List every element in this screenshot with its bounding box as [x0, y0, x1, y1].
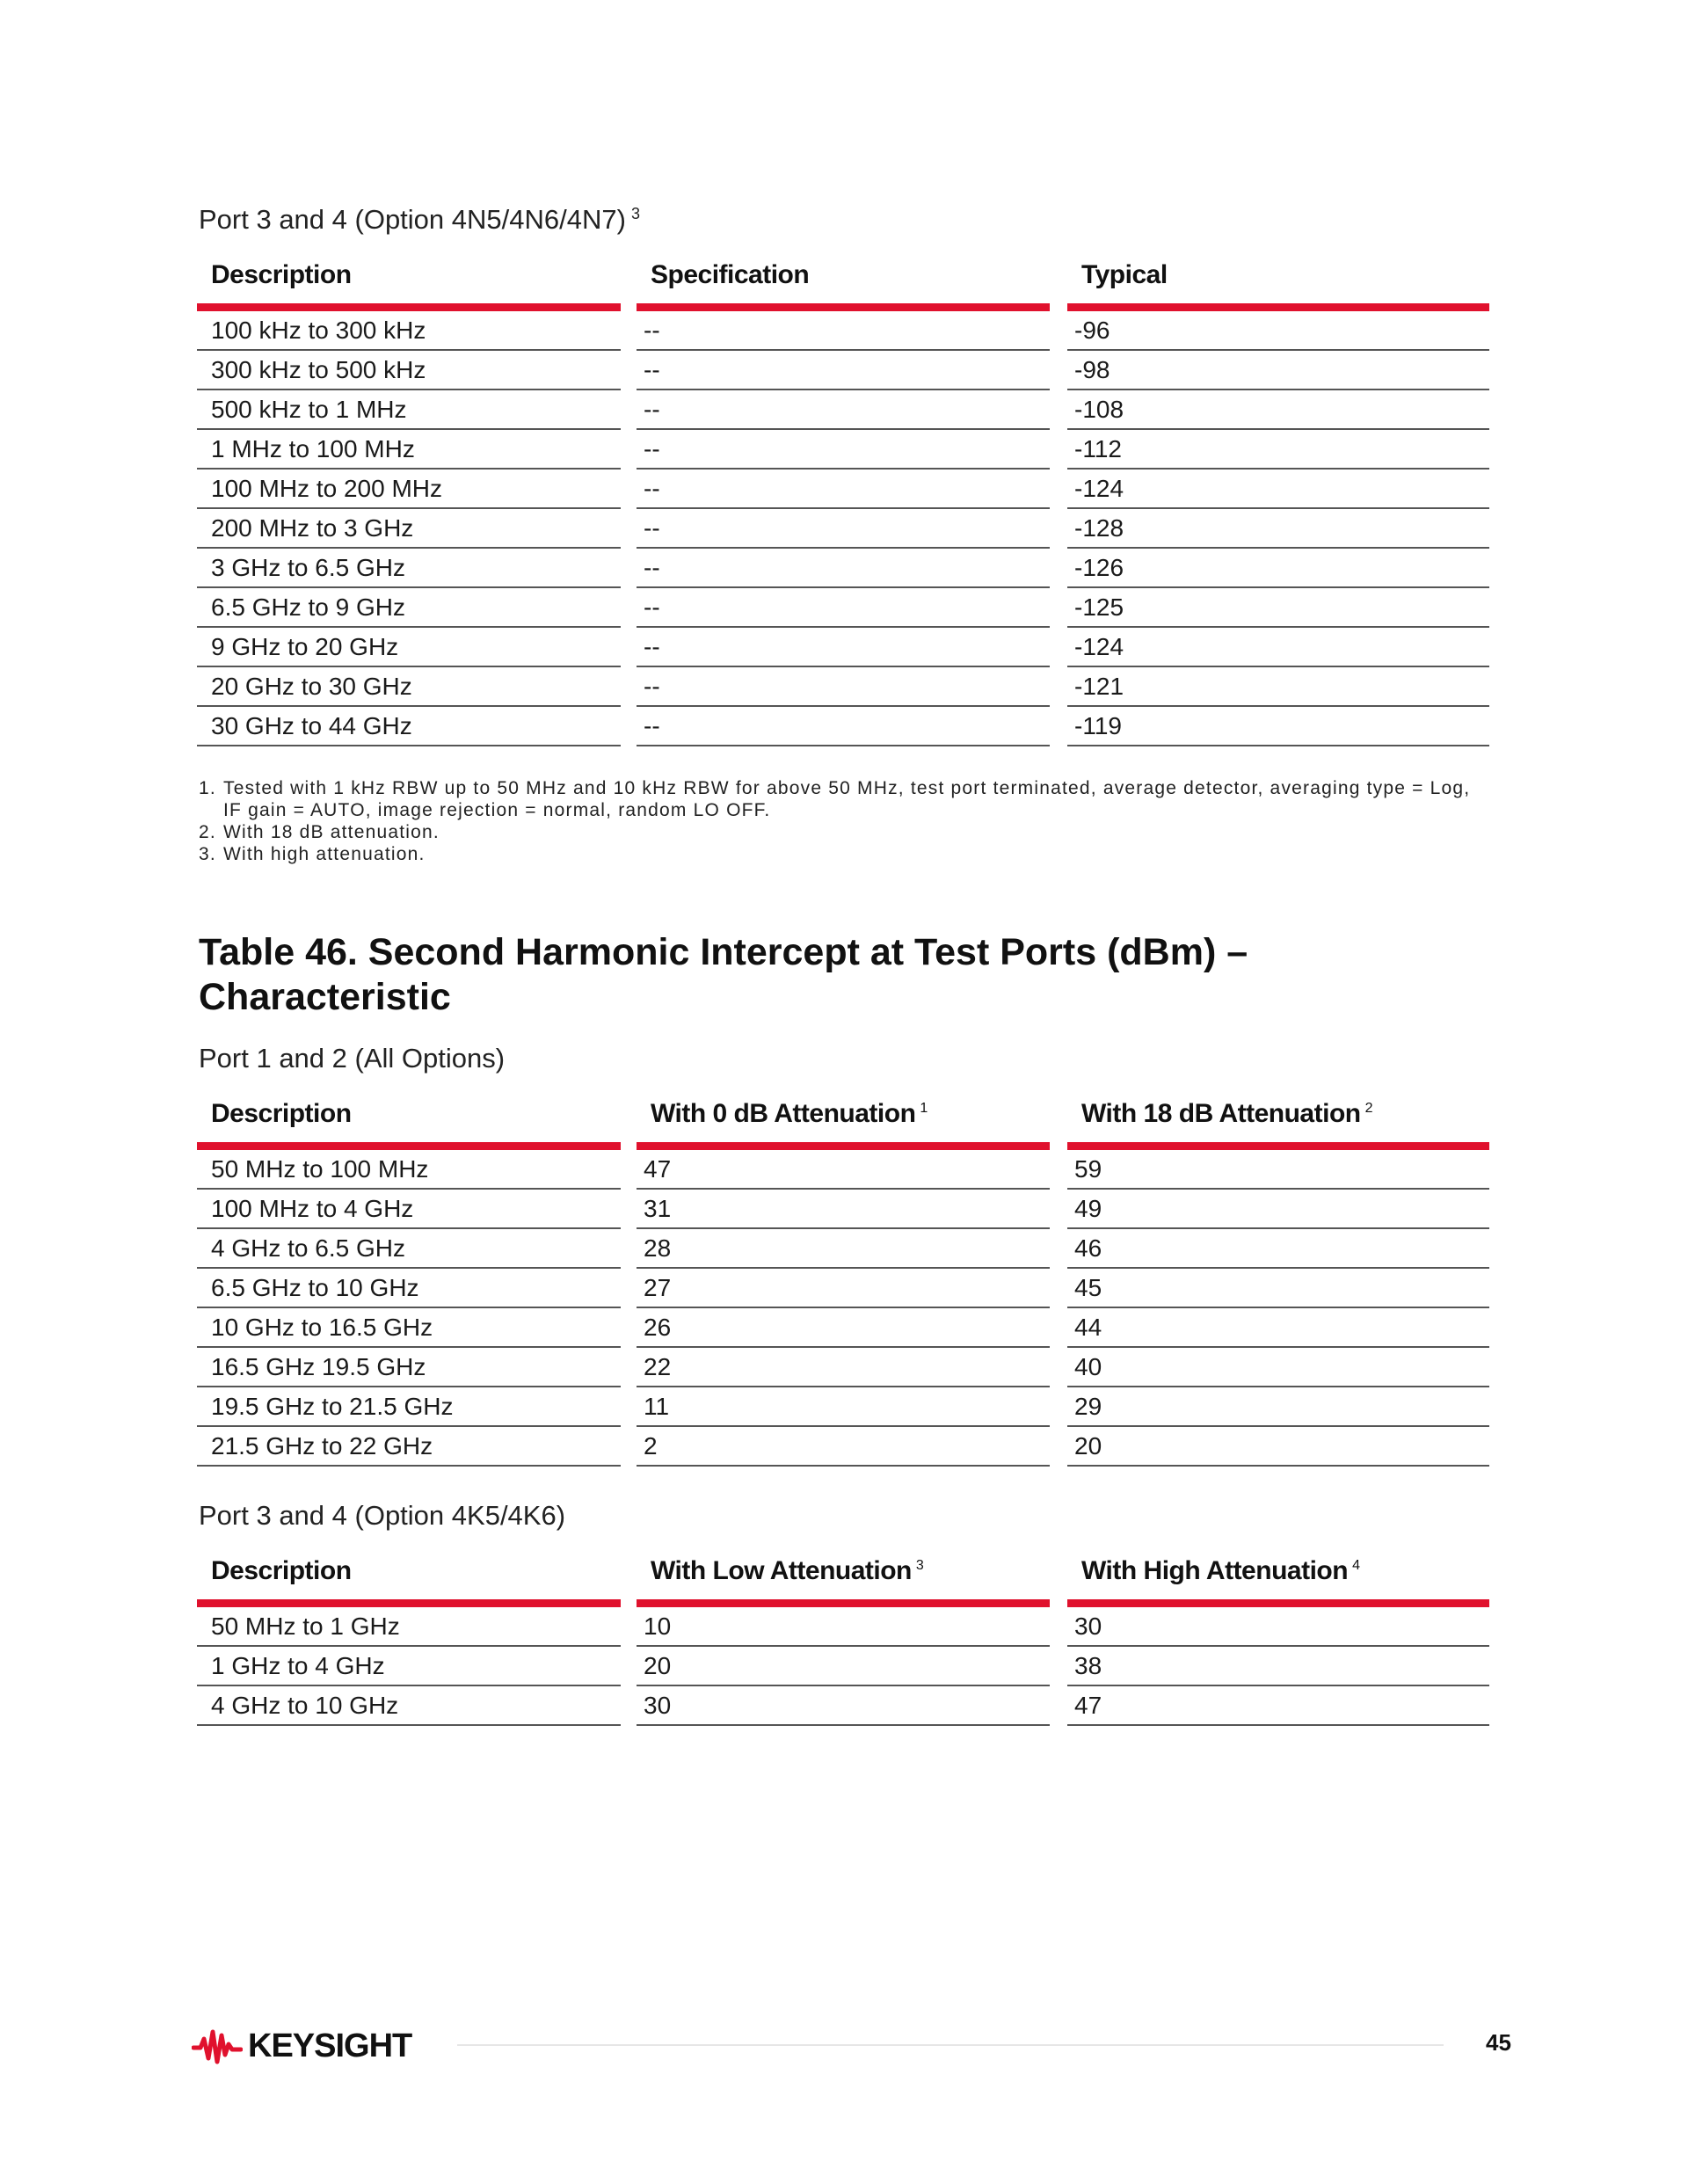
table-row	[197, 1150, 1489, 1190]
footnote-ref: 1	[920, 1101, 928, 1116]
table-row	[197, 549, 1489, 588]
table-cell: 3 GHz to 6.5 GHz	[197, 549, 621, 588]
footnote-number: 3.	[199, 844, 216, 864]
table-row	[197, 430, 1489, 470]
footnote-ref: 4	[1352, 1558, 1360, 1573]
table-row	[197, 1308, 1489, 1348]
table-cell: --	[637, 549, 1050, 588]
footnote-text: Tested with 1 kHz RBW up to 50 MHz and 10 kHz RBW for above 50 MHz, test port terminated, average detector, averaging type = Log, IF gain = AUTO, image rejection = normal, random LO OFF.	[223, 778, 1471, 820]
column-header-label: With 18 dB Attenuation	[1081, 1099, 1361, 1128]
column-header-label: Description	[211, 1556, 352, 1585]
table-cell: -119	[1067, 707, 1489, 746]
column-header	[1067, 1088, 1489, 1150]
table-cell: 31	[637, 1190, 1050, 1229]
column-header-label: Description	[211, 260, 352, 289]
table-cell: 59	[1067, 1150, 1489, 1190]
table-cell: 9 GHz to 20 GHz	[197, 628, 621, 667]
table-cell: 10 GHz to 16.5 GHz	[197, 1308, 621, 1348]
table-row	[197, 470, 1489, 509]
table-cell: --	[637, 430, 1050, 470]
footnote-ref: 2	[1364, 1101, 1372, 1116]
footnote	[199, 821, 1491, 843]
section-label-port34-options-4n	[199, 204, 640, 236]
column-header	[637, 1088, 1050, 1150]
table-cell: 22	[637, 1348, 1050, 1387]
table-cell: --	[637, 628, 1050, 667]
table-cell: 38	[1067, 1647, 1489, 1686]
footnotes	[199, 777, 1491, 865]
column-header	[637, 250, 1050, 311]
table-row	[197, 1647, 1489, 1686]
table-cell: -125	[1067, 588, 1489, 628]
table-row	[197, 1427, 1489, 1467]
table-cell: 200 MHz to 3 GHz	[197, 509, 621, 549]
table-cell: --	[637, 509, 1050, 549]
table-cell: 26	[637, 1308, 1050, 1348]
table-heading: Table 46. Second Harmonic Intercept at Test Ports (dBm) – Characteristic	[199, 931, 1248, 1018]
footnote-number: 2.	[199, 822, 216, 842]
table-cell: 28	[637, 1229, 1050, 1269]
table-header-row	[197, 1088, 1489, 1150]
footnote-text: With 18 dB attenuation.	[223, 822, 440, 842]
table-cell: 4 GHz to 10 GHz	[197, 1686, 621, 1726]
column-header	[1067, 1546, 1489, 1607]
table-cell: 100 MHz to 4 GHz	[197, 1190, 621, 1229]
table-cell: --	[637, 588, 1050, 628]
column-header-label: Description	[211, 1099, 352, 1128]
table-cell: 20 GHz to 30 GHz	[197, 667, 621, 707]
table-cell: 500 kHz to 1 MHz	[197, 390, 621, 430]
section-label-footnote-ref: 3	[630, 204, 640, 222]
table-cell: 27	[637, 1269, 1050, 1308]
table-cell: 1 MHz to 100 MHz	[197, 430, 621, 470]
table-row	[197, 1387, 1489, 1427]
table-row	[197, 707, 1489, 746]
table-row	[197, 311, 1489, 351]
table-cell: -128	[1067, 509, 1489, 549]
footer-divider	[457, 2044, 1444, 2046]
table-cell: 2	[637, 1427, 1050, 1467]
footnote-text: With high attenuation.	[223, 844, 426, 864]
table-row	[197, 351, 1489, 390]
table-header-row	[197, 1546, 1489, 1607]
table-cell: 1 GHz to 4 GHz	[197, 1647, 621, 1686]
table-cell: 47	[637, 1150, 1050, 1190]
table-row	[197, 1190, 1489, 1229]
table-cell: 20	[1067, 1427, 1489, 1467]
table-cell: --	[637, 351, 1050, 390]
table-row	[197, 390, 1489, 430]
table-cell: 45	[1067, 1269, 1489, 1308]
table-row	[197, 628, 1489, 667]
table-cell: 46	[1067, 1229, 1489, 1269]
table-row	[197, 1269, 1489, 1308]
table-port12-harmonic	[197, 1088, 1489, 1467]
table-cell: -126	[1067, 549, 1489, 588]
table-header-row	[197, 250, 1489, 311]
column-header-label: Typical	[1081, 260, 1168, 289]
table-cell: --	[637, 667, 1050, 707]
table-row	[197, 1348, 1489, 1387]
footnote	[199, 843, 1491, 865]
table-cell: 30 GHz to 44 GHz	[197, 707, 621, 746]
table-cell: 300 kHz to 500 kHz	[197, 351, 621, 390]
column-header	[637, 1546, 1050, 1607]
keysight-wordmark: KEYSIGHT	[248, 2027, 412, 2064]
section-label-text: Port 3 and 4 (Option 4N5/4N6/4N7)	[199, 204, 626, 235]
column-header-label: With 0 dB Attenuation	[651, 1099, 916, 1128]
table-cell: 19.5 GHz to 21.5 GHz	[197, 1387, 621, 1427]
table-cell: 4 GHz to 6.5 GHz	[197, 1229, 621, 1269]
table-cell: 40	[1067, 1348, 1489, 1387]
table-cell: 50 MHz to 1 GHz	[197, 1607, 621, 1647]
table-cell: 47	[1067, 1686, 1489, 1726]
table-row	[197, 1607, 1489, 1647]
table-cell: 30	[1067, 1607, 1489, 1647]
table-row	[197, 1686, 1489, 1726]
footnote	[199, 777, 1491, 821]
table-row	[197, 1229, 1489, 1269]
table-cell: 50 MHz to 100 MHz	[197, 1150, 621, 1190]
table-row	[197, 588, 1489, 628]
table-cell: 49	[1067, 1190, 1489, 1229]
table-cell: 30	[637, 1686, 1050, 1726]
column-header-label: Specification	[651, 260, 810, 289]
footnote-number: 1.	[199, 778, 216, 798]
keysight-logo	[192, 2027, 411, 2065]
table-cell: 20	[637, 1647, 1050, 1686]
column-header-label: With High Attenuation	[1081, 1556, 1349, 1585]
column-header	[197, 250, 621, 311]
section-label-port34-options-4k	[199, 1500, 565, 1532]
table-port34-noise	[197, 250, 1489, 746]
table-cell: -124	[1067, 628, 1489, 667]
column-header	[197, 1546, 621, 1607]
column-header	[1067, 250, 1489, 311]
table-cell: --	[637, 707, 1050, 746]
table-cell: -108	[1067, 390, 1489, 430]
table-cell: --	[637, 311, 1050, 351]
table-cell: 100 kHz to 300 kHz	[197, 311, 621, 351]
table-cell: 10	[637, 1607, 1050, 1647]
page-number: 45	[1486, 2029, 1511, 2056]
table-cell: 100 MHz to 200 MHz	[197, 470, 621, 509]
table-cell: 16.5 GHz 19.5 GHz	[197, 1348, 621, 1387]
table-cell: -96	[1067, 311, 1489, 351]
section-label-text: Port 3 and 4 (Option 4K5/4K6)	[199, 1500, 566, 1531]
table-cell: -98	[1067, 351, 1489, 390]
table-cell: -121	[1067, 667, 1489, 707]
section-label-text: Port 1 and 2 (All Options)	[199, 1043, 506, 1074]
table-cell: -124	[1067, 470, 1489, 509]
table-cell: 6.5 GHz to 9 GHz	[197, 588, 621, 628]
table-cell: -112	[1067, 430, 1489, 470]
table-cell: --	[637, 470, 1050, 509]
table-cell: 6.5 GHz to 10 GHz	[197, 1269, 621, 1308]
table-row	[197, 667, 1489, 707]
keysight-wave-icon	[192, 2027, 243, 2065]
table-row	[197, 509, 1489, 549]
column-header-label: With Low Attenuation	[651, 1556, 912, 1585]
section-label-port12	[199, 1043, 505, 1074]
table-cell: 21.5 GHz to 22 GHz	[197, 1427, 621, 1467]
column-header	[197, 1088, 621, 1150]
table-port34-harmonic	[197, 1546, 1489, 1726]
footnote-ref: 3	[915, 1558, 924, 1573]
table-cell: 29	[1067, 1387, 1489, 1427]
table-cell: 44	[1067, 1308, 1489, 1348]
table-cell: 11	[637, 1387, 1050, 1427]
table-cell: --	[637, 390, 1050, 430]
